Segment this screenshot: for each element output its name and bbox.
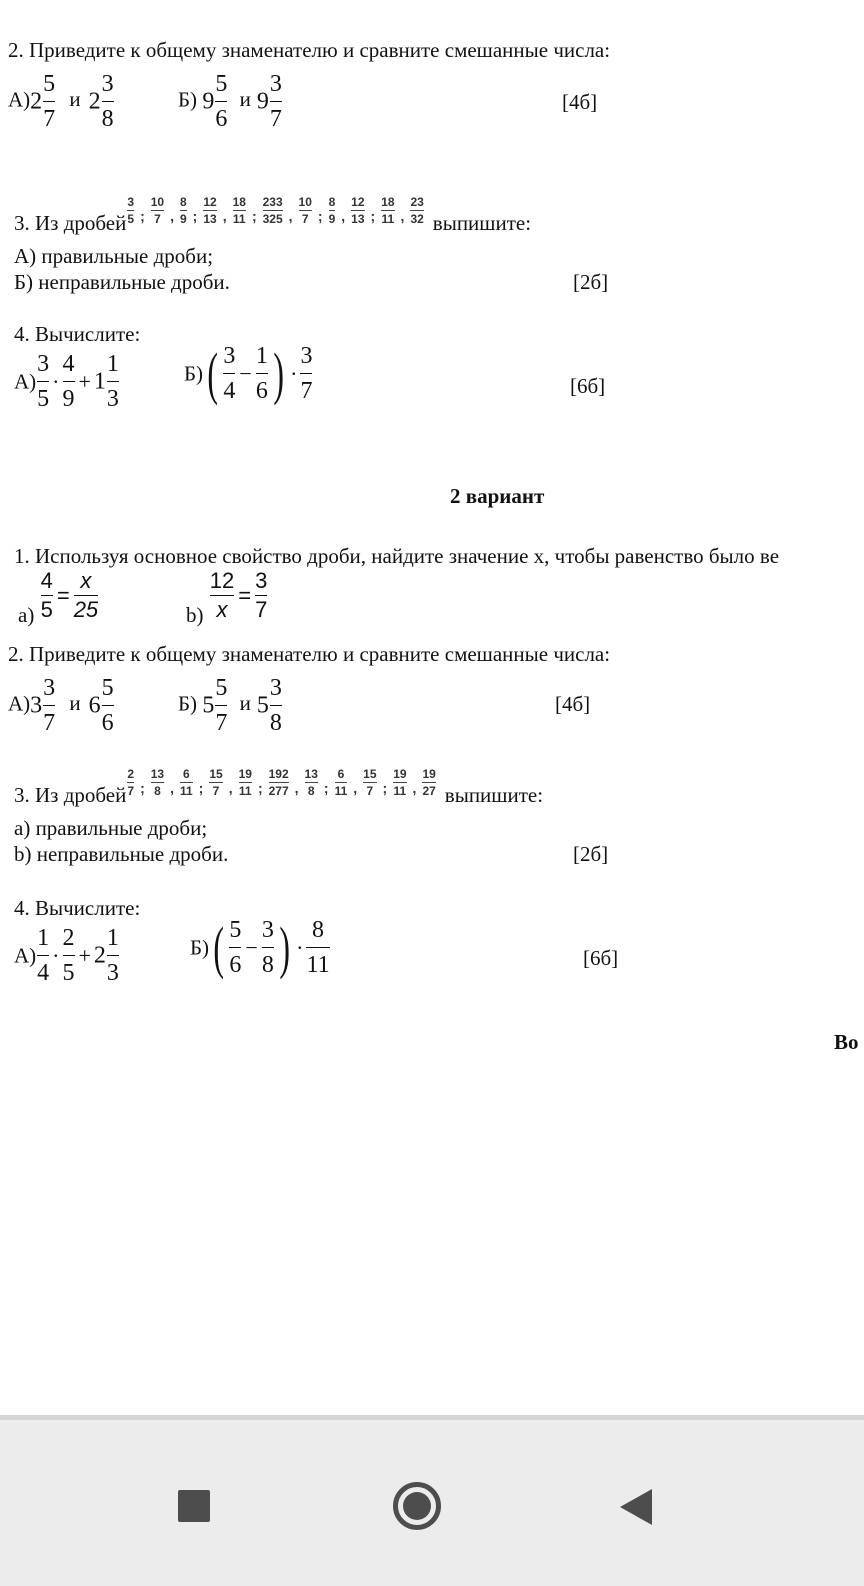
v1-fraction-0: $\frac{3}{5}$ bbox=[127, 195, 135, 226]
v2-separator: ; bbox=[257, 779, 263, 796]
v2-fraction-10: $\frac{19}{27}$ bbox=[422, 767, 436, 798]
v1-task2-title: 2. Приведите к общему знаменателю и сравните смешанные числа: bbox=[8, 38, 611, 62]
v2-separator: ; bbox=[198, 779, 204, 796]
v1-task2-points: [4б] bbox=[562, 90, 598, 114]
v1-task4-a: А) $\frac{3}{5}$ · $\frac{4}{9}$ + 1 $\frac{1}{3}$ bbox=[14, 351, 119, 412]
v2-task1-a: а) $\frac{4}{5}$ = $\frac{x}{25}$ bbox=[18, 568, 99, 628]
v2-task4-points: [6б] bbox=[583, 946, 619, 970]
v1-separator: , bbox=[400, 207, 405, 224]
v1-task4-b: Б)( $\frac{3}{4}$ − $\frac{1}{6}$ ) · $\frac{3}{7}$ bbox=[184, 340, 313, 406]
cutoff-text: Во bbox=[834, 1030, 859, 1054]
v1-fraction-6: $\frac{10}{7}$ bbox=[298, 195, 312, 226]
v1-fraction-2: $\frac{8}{9}$ bbox=[179, 195, 187, 226]
v1-separator: ; bbox=[140, 207, 145, 224]
v2-fraction-9: $\frac{19}{11}$ bbox=[393, 767, 407, 798]
v1-task3-b: Б) неправильные дроби. bbox=[14, 270, 230, 294]
v2-task2-points: [4б] bbox=[555, 692, 591, 716]
v1-separator: ; bbox=[370, 207, 376, 224]
triangle-back-icon[interactable] bbox=[620, 1489, 652, 1525]
v1-separator: , bbox=[222, 207, 227, 224]
v2-fraction-list bbox=[126, 767, 436, 798]
v2-fraction-6: $\frac{13}{8}$ bbox=[304, 767, 318, 798]
v1-task3-line: 3. Из дробей $\frac{3}{5}$ $_;$ $\frac{10}{7}$ $_,$ $\frac{8}{9}$ $_;$ $\frac{12}{13}$ $_,$ $\frac{18}{11}$ $_;$ $\frac{233}{325}$ $_,$ $\frac{10}{7}$ $_;$ $\frac{8}{9}$ $_,$ $\frac{12}{13}$ $_;$ $\frac{18}{11}$ $_,$ $\frac{23}{32}$ выпишите: bbox=[14, 195, 532, 235]
v2-task3-line: 3. Из дробей $\frac{2}{7}$ $_;$ $\frac{13}{8}$ $_,$ $\frac{6}{11}$ $_;$ $\frac{15}{7}$ $_,$ $\frac{19}{11}$ $_;$ $\frac{192}{277}$ $_,$ $\frac{13}{8}$ $_;$ $\frac{6}{11}$ $_,$ $\frac{15}{7}$ $_;$ $\frac{19}{11}$ $_,$ $\frac{19}{27}$ выпишите: bbox=[14, 767, 544, 807]
v1-fraction-4: $\frac{18}{11}$ bbox=[232, 195, 246, 226]
v2-task2-title: 2. Приведите к общему знаменателю и сравните смешанные числа: bbox=[8, 642, 611, 666]
v1-separator: ; bbox=[317, 207, 323, 224]
v2-task3-b: b) неправильные дроби. bbox=[14, 842, 229, 866]
v2-separator: , bbox=[228, 779, 233, 796]
v1-separator: ; bbox=[251, 207, 257, 224]
v2-task4-title: 4. Вычислите: bbox=[14, 896, 141, 920]
v1-fraction-7: $\frac{8}{9}$ bbox=[328, 195, 336, 226]
v1-task4-points: [6б] bbox=[570, 374, 606, 398]
v1-task2-a: А)2 $\frac{5}{7}$ и 2 $\frac{3}{8}$ bbox=[8, 71, 114, 132]
v2-separator: ; bbox=[140, 779, 145, 796]
v2-separator: , bbox=[170, 779, 174, 796]
v2-task2-a: А)3 $\frac{3}{7}$ и 6 $\frac{5}{6}$ bbox=[8, 675, 114, 736]
circle-icon[interactable] bbox=[393, 1482, 441, 1530]
v1-task3-a: А) правильные дроби; bbox=[14, 244, 214, 268]
v1-separator: , bbox=[341, 207, 346, 224]
v2-fraction-5: $\frac{192}{277}$ bbox=[268, 767, 289, 798]
v1-fraction-list bbox=[126, 195, 424, 226]
variant-heading: 2 вариант bbox=[450, 484, 545, 508]
v1-fraction-10: $\frac{23}{32}$ bbox=[410, 195, 424, 226]
v2-fraction-4: $\frac{19}{11}$ bbox=[238, 767, 252, 798]
v1-fraction-9: $\frac{18}{11}$ bbox=[381, 195, 395, 226]
v2-fraction-2: $\frac{6}{11}$ bbox=[179, 767, 193, 798]
v2-task1-b: b) $\frac{12}{x}$ = $\frac{3}{7}$ bbox=[186, 568, 268, 628]
v1-separator: , bbox=[170, 207, 174, 224]
v2-separator: , bbox=[294, 779, 299, 796]
v2-separator: , bbox=[353, 779, 358, 796]
v2-task2-b: Б) 5 $\frac{5}{7}$ и 5 $\frac{3}{8}$ bbox=[178, 675, 282, 736]
v1-task4-title: 4. Вычислите: bbox=[14, 322, 141, 346]
v2-fraction-7: $\frac{6}{11}$ bbox=[334, 767, 348, 798]
v2-separator: , bbox=[412, 779, 417, 796]
v1-task2-b: Б) 9 $\frac{5}{6}$ и 9 $\frac{3}{7}$ bbox=[178, 71, 282, 132]
v1-separator: ; bbox=[192, 207, 198, 224]
v1-fraction-5: $\frac{233}{325}$ bbox=[262, 195, 283, 226]
v2-fraction-8: $\frac{15}{7}$ bbox=[363, 767, 377, 798]
square-icon[interactable] bbox=[178, 1490, 210, 1522]
v1-task3-points: [2б] bbox=[573, 270, 609, 294]
v2-fraction-1: $\frac{13}{8}$ bbox=[150, 767, 165, 798]
v2-task4-b: Б)( $\frac{5}{6}$ − $\frac{3}{8}$ ) · $\frac{8}{11}$ bbox=[190, 914, 330, 980]
v2-fraction-3: $\frac{15}{7}$ bbox=[209, 767, 223, 798]
v2-task3-a: а) правильные дроби; bbox=[14, 816, 208, 840]
v2-separator: ; bbox=[382, 779, 388, 796]
v1-separator: , bbox=[288, 207, 293, 224]
v1-fraction-8: $\frac{12}{13}$ bbox=[351, 195, 365, 226]
v1-fraction-1: $\frac{10}{7}$ bbox=[150, 195, 165, 226]
v2-task4-a: А) $\frac{1}{4}$ · $\frac{2}{5}$ + 2 $\frac{1}{3}$ bbox=[14, 925, 119, 986]
v2-fraction-0: $\frac{2}{7}$ bbox=[127, 767, 135, 798]
v2-task1-title: 1. Используя основное свойство дроби, найдите значение x, чтобы равенство было ве bbox=[14, 544, 780, 568]
v1-fraction-3: $\frac{12}{13}$ bbox=[203, 195, 217, 226]
v2-separator: ; bbox=[323, 779, 329, 796]
v2-task3-points: [2б] bbox=[573, 842, 609, 866]
